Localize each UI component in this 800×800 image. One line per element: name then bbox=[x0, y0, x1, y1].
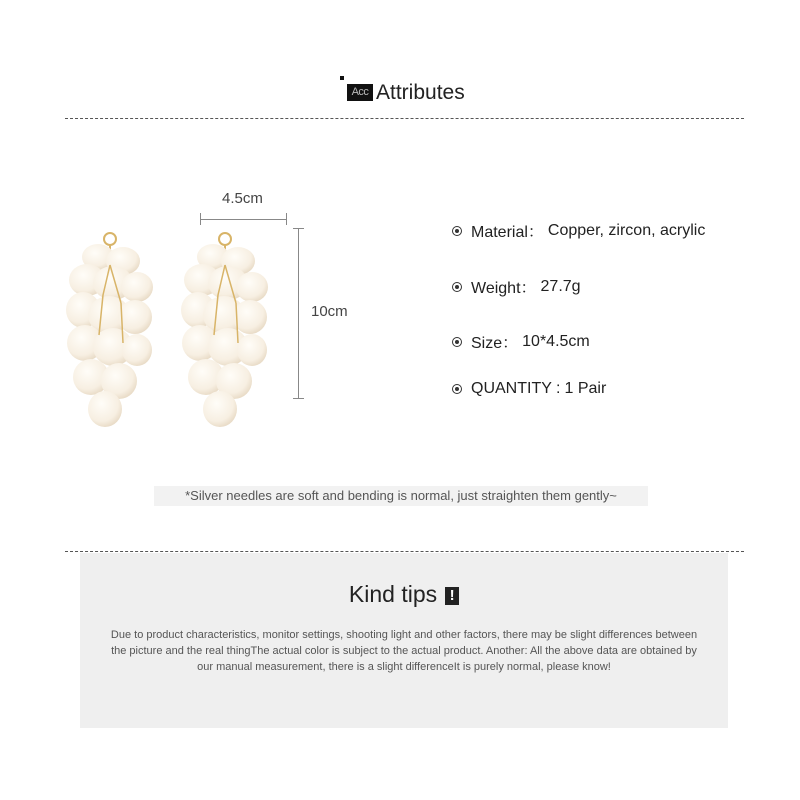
header-badge: Acc bbox=[347, 84, 373, 101]
spec-weight bbox=[452, 275, 581, 298]
height-dimension-cap-bottom bbox=[293, 398, 304, 399]
target-bullet-icon bbox=[452, 282, 462, 292]
target-bullet-icon bbox=[452, 226, 462, 236]
height-dimension-cap-top bbox=[293, 228, 304, 229]
kind-tips-body: Due to product characteristics, monitor settings, shooting light and other factors, there may be slight differences between the picture and the real thingThe actual color is subject to the actual product. Another: All the above data are obtained by our manual measurement, there is a slight differenceIt is purely normal, please know! bbox=[110, 629, 698, 673]
needle-care-note: *Silver needles are soft and bending is normal, just straighten them gently~ bbox=[154, 486, 648, 506]
spec-value: 1 Pair bbox=[564, 380, 607, 397]
header-dot bbox=[340, 76, 344, 80]
spec-size bbox=[452, 330, 590, 353]
height-dimension-line bbox=[298, 228, 299, 399]
earrings-product-image bbox=[60, 225, 290, 440]
target-bullet-icon bbox=[452, 337, 462, 347]
top-divider bbox=[65, 118, 744, 119]
width-dimension-cap-left bbox=[200, 213, 201, 225]
spec-label: Material： bbox=[471, 224, 544, 241]
width-dimension-cap-right bbox=[286, 213, 287, 225]
spec-label: Weight： bbox=[471, 280, 537, 297]
spec-label: Size： bbox=[471, 335, 519, 352]
exclamation-icon: ! bbox=[445, 587, 459, 605]
spec-value: 10*4.5cm bbox=[522, 332, 590, 350]
width-dimension-line bbox=[200, 219, 286, 220]
kind-tips-panel bbox=[80, 553, 728, 728]
spec-quantity bbox=[452, 380, 606, 398]
kind-tips-heading bbox=[80, 581, 728, 608]
bottom-divider bbox=[65, 551, 744, 552]
height-dimension-label: 10cm bbox=[311, 303, 348, 320]
kind-tips-title: Kind tips bbox=[348, 581, 438, 607]
section-title: Attributes bbox=[376, 81, 465, 104]
spec-value: 27.7g bbox=[540, 277, 581, 295]
target-bullet-icon bbox=[452, 384, 462, 394]
spec-label: QUANTITY : bbox=[471, 380, 561, 397]
spec-value: Copper, zircon, acrylic bbox=[547, 221, 706, 239]
width-dimension-label: 4.5cm bbox=[222, 190, 263, 207]
spec-material bbox=[452, 219, 705, 242]
